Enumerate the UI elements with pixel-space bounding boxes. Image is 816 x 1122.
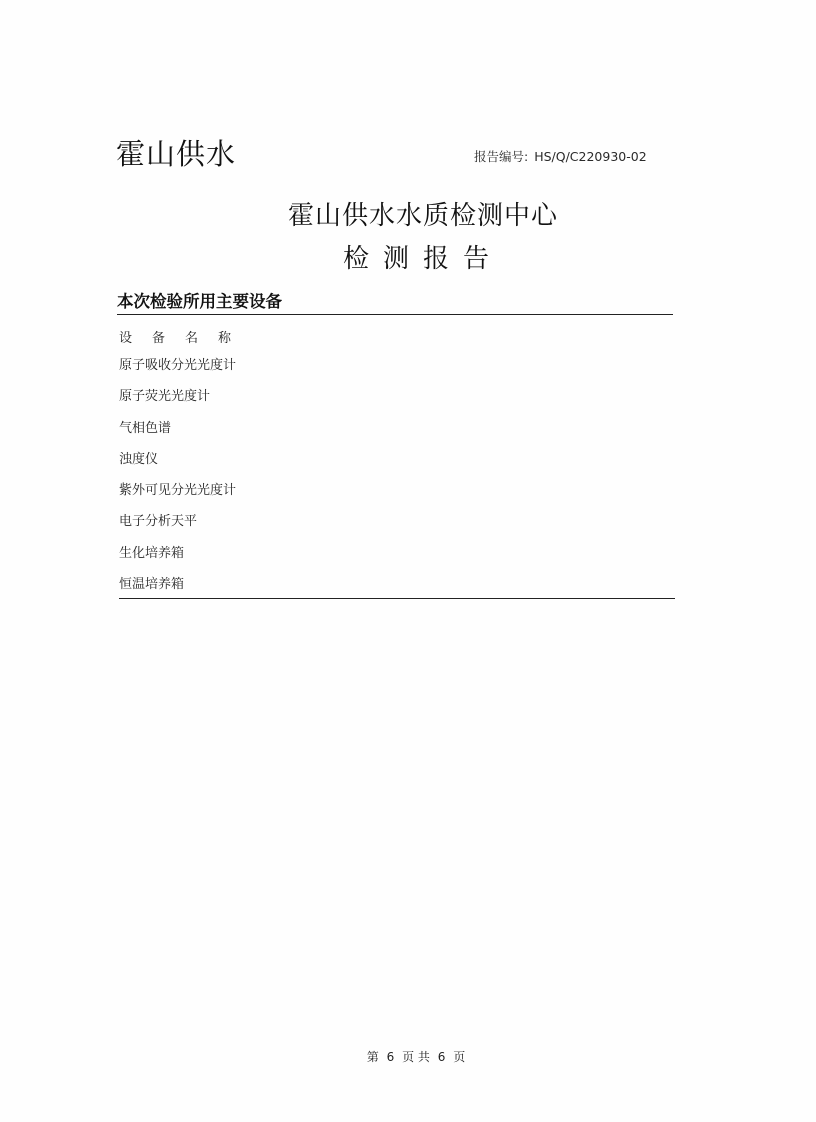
section-title: 本次检验所用主要设备 — [117, 292, 282, 311]
equipment-item: 原子荧光光度计 — [119, 389, 211, 405]
equipment-item: 生化培养箱 — [119, 545, 185, 561]
report-number-value: HS/Q/C220930-02 — [534, 149, 647, 164]
center-name-title: 霍山供水水质检测中心 — [287, 201, 558, 231]
equipment-item: 紫外可见分光光度计 — [119, 483, 237, 499]
company-logo-text: 霍山供水 — [116, 137, 237, 171]
equipment-item: 电子分析天平 — [119, 514, 198, 530]
page-footer — [0, 1048, 816, 1065]
page-current: 6 — [386, 1050, 395, 1064]
equipment-item: 原子吸收分光光度计 — [119, 358, 237, 373]
page-suffix: 页 — [453, 1050, 466, 1064]
table-top-rule — [117, 314, 673, 315]
report-number-label: 报告编号: — [474, 149, 529, 164]
equipment-item: 恒温培养箱 — [119, 577, 185, 593]
equipment-list — [119, 358, 236, 608]
page-prefix: 第 — [366, 1050, 379, 1064]
report-number — [474, 147, 647, 165]
equipment-item: 气相色谱 — [119, 420, 172, 436]
report-title: 检测报告 — [342, 244, 503, 274]
page-total: 6 — [437, 1050, 446, 1064]
table-bottom-rule — [119, 598, 675, 599]
equipment-item: 浊度仪 — [119, 451, 159, 467]
page-mid: 页 共 — [402, 1050, 430, 1064]
equipment-column-header: 设备名称 — [119, 331, 252, 346]
